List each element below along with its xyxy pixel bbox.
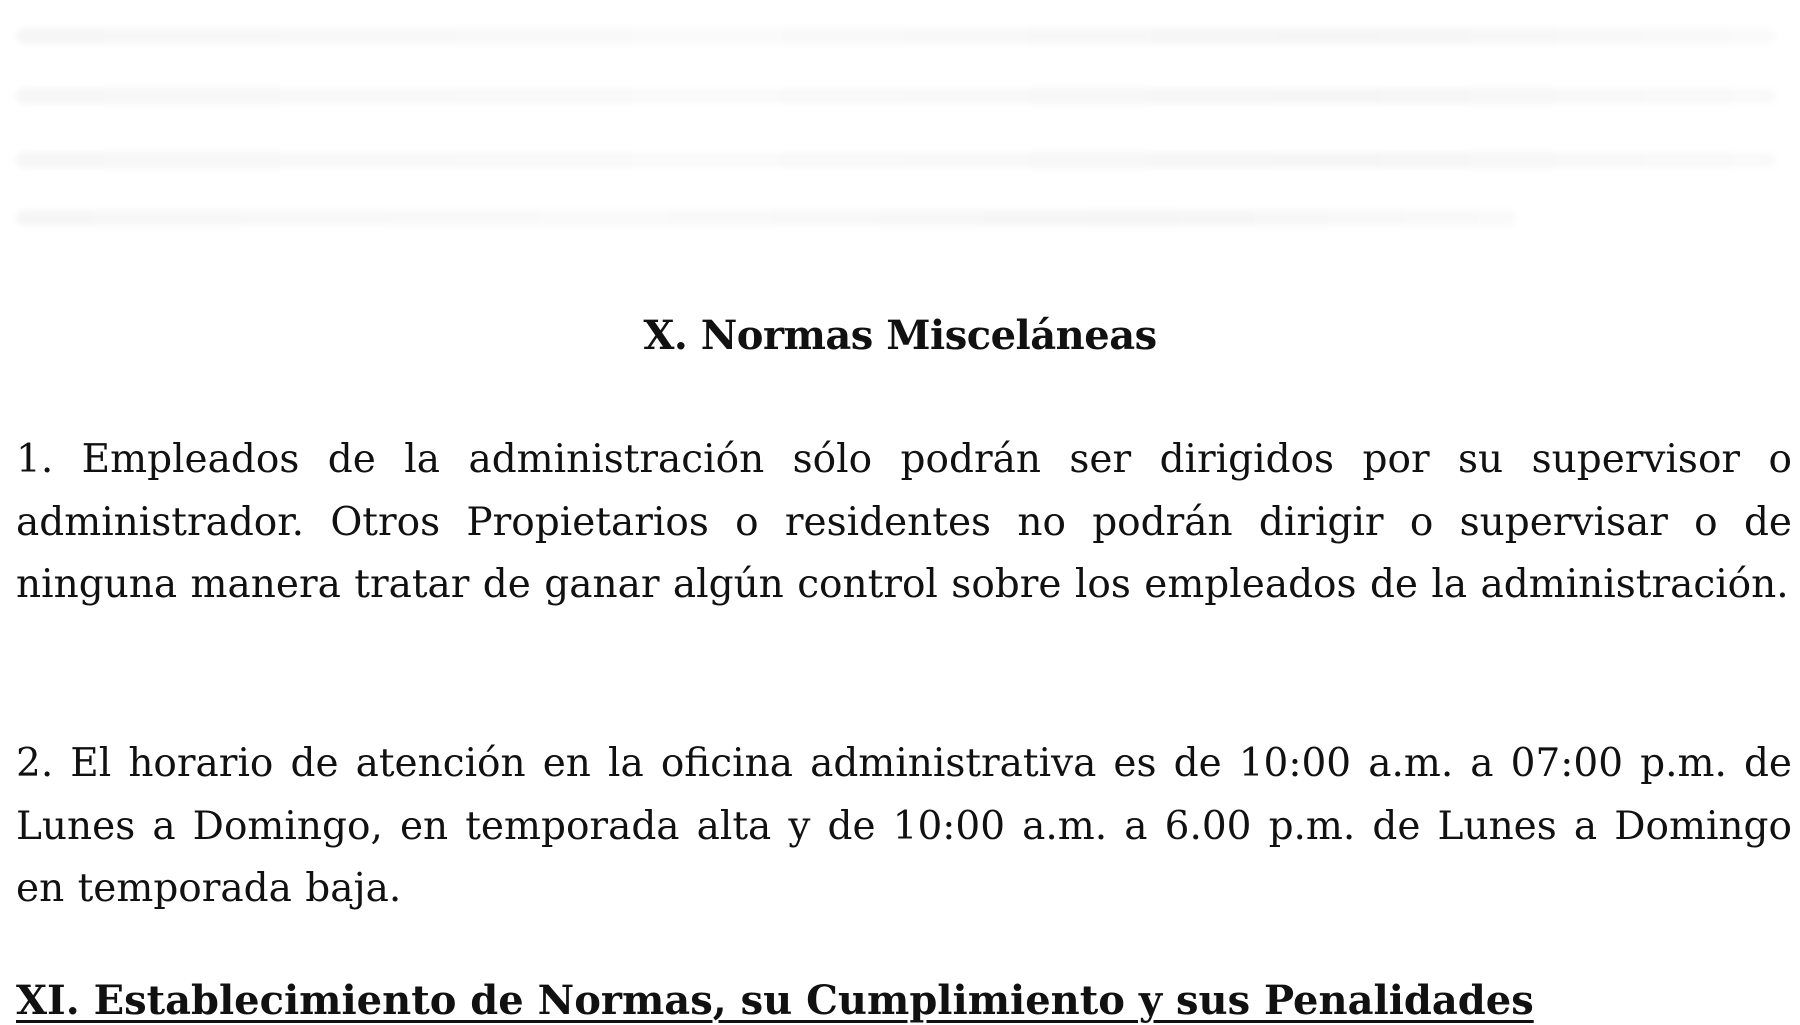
faded-text-line [16,210,1516,226]
paragraph-2: 2. El horario de atención en la oficina administrativa es de 10:00 a.m. a 07:00 p.m. de Lunes a Domingo, en temporada alta y de 10:00 a.m. a 6.00 p.m. de Lunes a Domingo en temporada baja. [16,741,1792,911]
faded-text-line [16,88,1776,104]
faded-text-line [16,28,1776,44]
paragraph-1: 1. Empleados de la administración sólo podrán ser dirigidos por su supervisor o administrador. Otros Propietarios o residentes no podrán dirigir o supervisar o de ninguna manera tratar de ganar algún control sobre los empleados de la administración. [16,437,1792,607]
faded-text-line [16,152,1776,168]
faded-previous-text [0,0,1800,250]
next-section-heading: XI. Establecimiento de Normas, su Cumplimiento y sus Penalidades [16,977,1534,1024]
section-title: X. Normas Misceláneas [643,312,1157,359]
